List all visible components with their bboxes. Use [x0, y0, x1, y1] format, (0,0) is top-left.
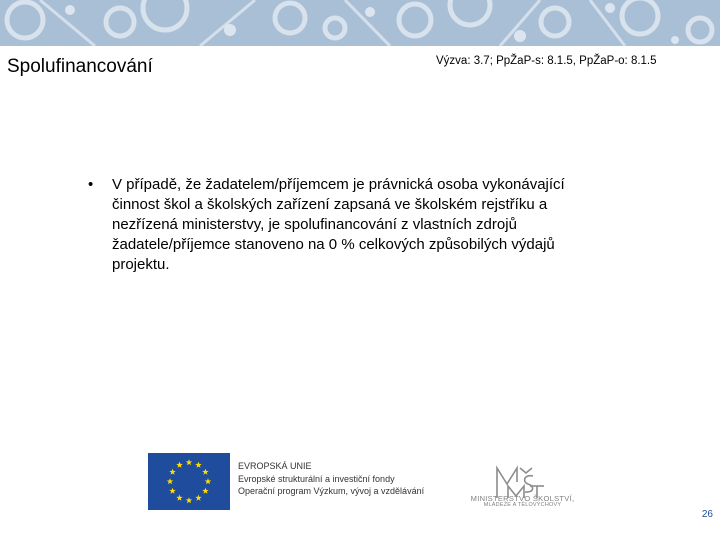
eu-star-icon — [169, 469, 175, 475]
eu-star-icon — [186, 497, 192, 503]
eu-star-icon — [169, 488, 175, 494]
eu-logo-text — [238, 460, 424, 498]
header-pattern — [0, 0, 720, 46]
eu-star-icon — [202, 488, 208, 494]
page-number: 26 — [701, 509, 713, 520]
slide-title: Spolufinancování — [7, 56, 153, 77]
eu-flag-icon — [148, 453, 230, 510]
eu-star-icon — [195, 462, 201, 468]
eu-star-icon — [195, 495, 201, 501]
bullet-line: nezřízená ministerstvy, je spolufinancování z vlastních zdrojů — [112, 216, 517, 233]
eu-stars — [148, 453, 230, 510]
eu-star-icon — [176, 495, 182, 501]
decorative-header-band — [0, 0, 720, 46]
eu-logo-line: Operační program Výzkum, vývoj a vzdělávání — [238, 486, 425, 496]
eu-star-icon — [205, 478, 211, 484]
eu-star-icon — [186, 459, 192, 465]
msmt-name-line: MINISTERSTVO ŠKOLSTVÍ, — [470, 494, 575, 503]
eu-logo-line: Evropské strukturální a investiční fondy — [238, 473, 395, 484]
eu-star-icon — [202, 469, 208, 475]
eu-logo-line: EVROPSKÁ UNIE — [238, 461, 312, 471]
eu-star-icon — [176, 462, 182, 468]
msmt-name-line: MLÁDEŽE A TĚLOVÝCHOVY — [483, 502, 562, 508]
call-info: Výzva: 3.7; PpŽaP-s: 8.1.5, PpŽaP-o: 8.1.5 — [436, 55, 657, 67]
bullet-line: projektu. — [112, 256, 170, 273]
eu-star-icon — [167, 478, 173, 484]
bullet-line: činnost škol a školských zařízení zapsaná ve školském rejstříku a — [112, 196, 548, 213]
bullet-line: V případě, že žadatelem/příjemcem je právnická osoba vykonávající — [112, 176, 565, 193]
bullet-text — [112, 175, 612, 275]
bullet-icon: • — [88, 176, 94, 193]
bullet-line: žadatele/příjemce stanoveno na 0 % celkových způsobilých výdajů — [112, 236, 555, 253]
